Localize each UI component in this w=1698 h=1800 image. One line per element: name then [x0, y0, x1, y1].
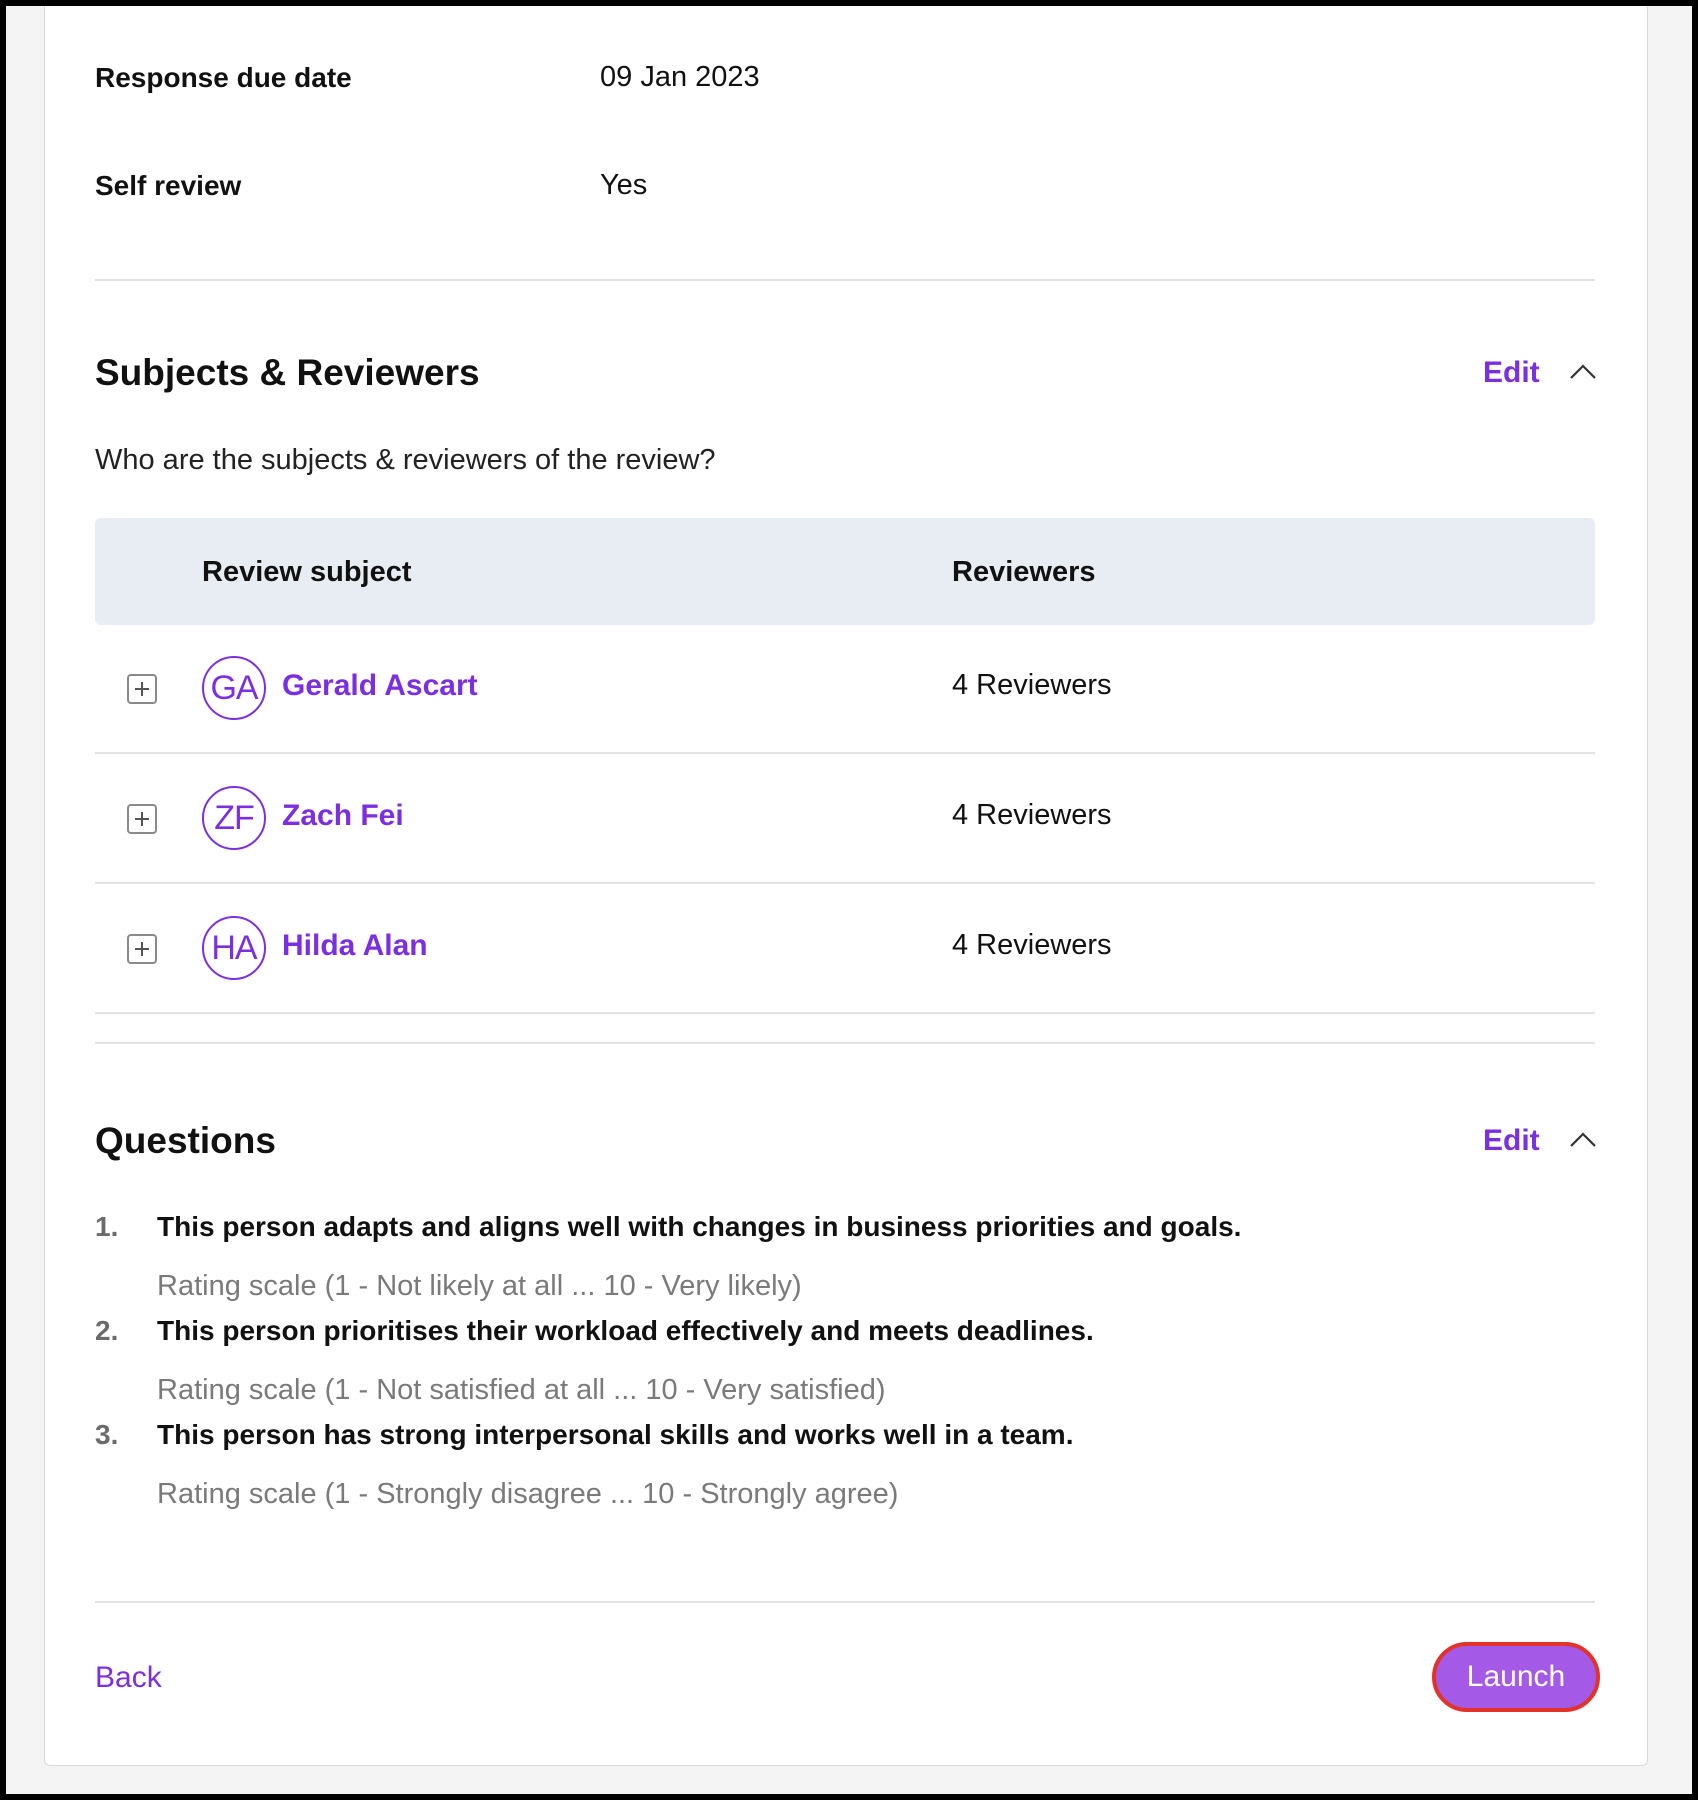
table-header	[95, 518, 1595, 625]
reviewers-count: 4 Reviewers	[952, 929, 1112, 961]
question-text: This person has strong interpersonal skills and works well in a team.	[157, 1419, 1074, 1450]
divider	[95, 1601, 1595, 1603]
subjects-subtitle: Who are the subjects & reviewers of the review?	[95, 444, 716, 476]
divider	[95, 1042, 1595, 1044]
question-number: 2.	[95, 1315, 119, 1346]
chevron-up-icon[interactable]	[1569, 358, 1597, 386]
expand-row-icon[interactable]	[127, 674, 157, 704]
question-rating-scale: Rating scale (1 - Not satisfied at all ... 10 - Very satisfied)	[157, 1374, 886, 1406]
subject-name-link[interactable]: Gerald Ascart	[282, 669, 478, 702]
reviewers-count: 4 Reviewers	[952, 669, 1112, 701]
subject-name-link[interactable]: Zach Fei	[282, 799, 404, 832]
chevron-up-icon[interactable]	[1569, 1126, 1597, 1154]
question-number: 1.	[95, 1211, 119, 1242]
question-rating-scale: Rating scale (1 - Not likely at all ... 10 - Very likely)	[157, 1270, 802, 1302]
avatar: ZF	[202, 786, 266, 850]
self-review-label: Self review	[95, 170, 242, 201]
launch-button[interactable]: Launch	[1432, 1642, 1600, 1712]
due-date-value: 09 Jan 2023	[600, 61, 760, 93]
column-header-reviewers: Reviewers	[952, 556, 1096, 588]
table-row	[95, 884, 1595, 1014]
question-text: This person prioritises their workload effectively and meets deadlines.	[157, 1315, 1094, 1346]
due-date-label: Response due date	[95, 62, 352, 93]
question-rating-scale: Rating scale (1 - Strongly disagree ... 10 - Strongly agree)	[157, 1478, 899, 1510]
expand-row-icon[interactable]	[127, 804, 157, 834]
questions-section-title: Questions	[95, 1120, 276, 1161]
review-summary-card	[44, 6, 1648, 1766]
question-text: This person adapts and aligns well with changes in business priorities and goals.	[157, 1211, 1242, 1242]
subject-name-link[interactable]: Hilda Alan	[282, 929, 428, 962]
avatar: GA	[202, 656, 266, 720]
divider	[95, 279, 1595, 281]
table-row	[95, 624, 1595, 754]
subjects-section-title: Subjects & Reviewers	[95, 352, 480, 393]
reviewers-count: 4 Reviewers	[952, 799, 1112, 831]
subjects-edit-link[interactable]: Edit	[1483, 356, 1540, 389]
table-row	[95, 754, 1595, 884]
expand-row-icon[interactable]	[127, 934, 157, 964]
column-header-review-subject: Review subject	[202, 556, 412, 588]
questions-edit-link[interactable]: Edit	[1483, 1124, 1540, 1157]
avatar: HA	[202, 916, 266, 980]
back-link[interactable]: Back	[95, 1661, 162, 1694]
self-review-value: Yes	[600, 169, 648, 201]
page-background	[6, 6, 1692, 1794]
question-number: 3.	[95, 1419, 119, 1450]
